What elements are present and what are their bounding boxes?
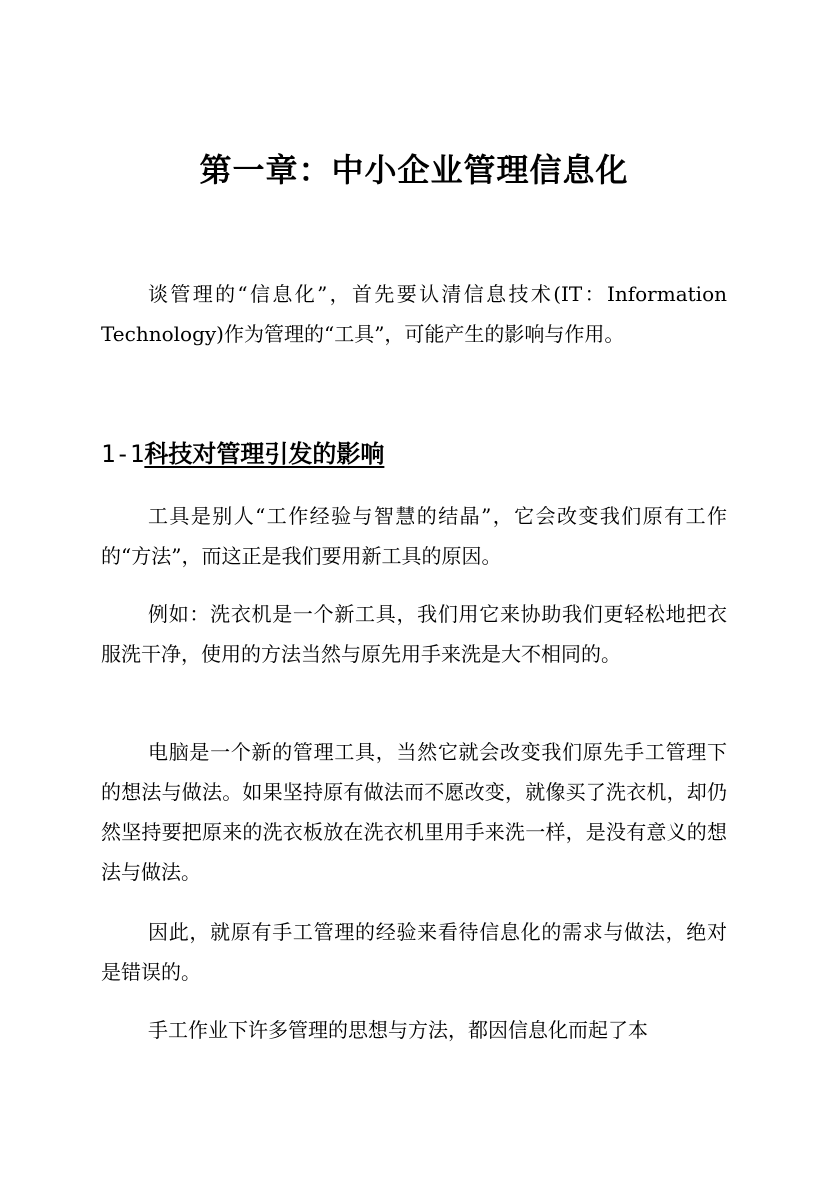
document-page	[101, 0, 727, 1199]
chapter-title: 第一章：中小企业管理信息化	[199, 151, 629, 189]
body-paragraph: 手工作业下许多管理的思想与方法，都因信息化而起了本	[148, 1018, 648, 1042]
body-paragraph: 工具是别人“工作经验与智慧的结晶”，它会改变我们原有工作的“方法”，而这正是我们要用新工具的原因。	[101, 504, 727, 568]
body-paragraph: 电脑是一个新的管理工具，当然它就会改变我们原先手工管理下的想法与做法。如果坚持原有做法而不愿改变，就像买了洗衣机，却仍然坚持要把原来的洗衣板放在洗衣机里用手来洗一样，是没有意义的想法与做法。	[101, 740, 727, 884]
intro-paragraph: 谈管理的“信息化”，首先要认清信息技术(IT：Information Technology)作为管理的“工具”，可能产生的影响与作用。	[101, 282, 727, 346]
section-heading	[101, 434, 727, 474]
section-number: 1-1	[101, 440, 145, 468]
body-paragraph: 因此，就原有手工管理的经验来看待信息化的需求与做法，绝对是错误的。	[101, 920, 727, 984]
section-heading-text: 科技对管理引发的影响	[144, 440, 385, 468]
body-paragraph: 例如：洗衣机是一个新工具，我们用它来协助我们更轻松地把衣服洗干净，使用的方法当然与原先用手来洗是大不相同的。	[101, 602, 727, 666]
